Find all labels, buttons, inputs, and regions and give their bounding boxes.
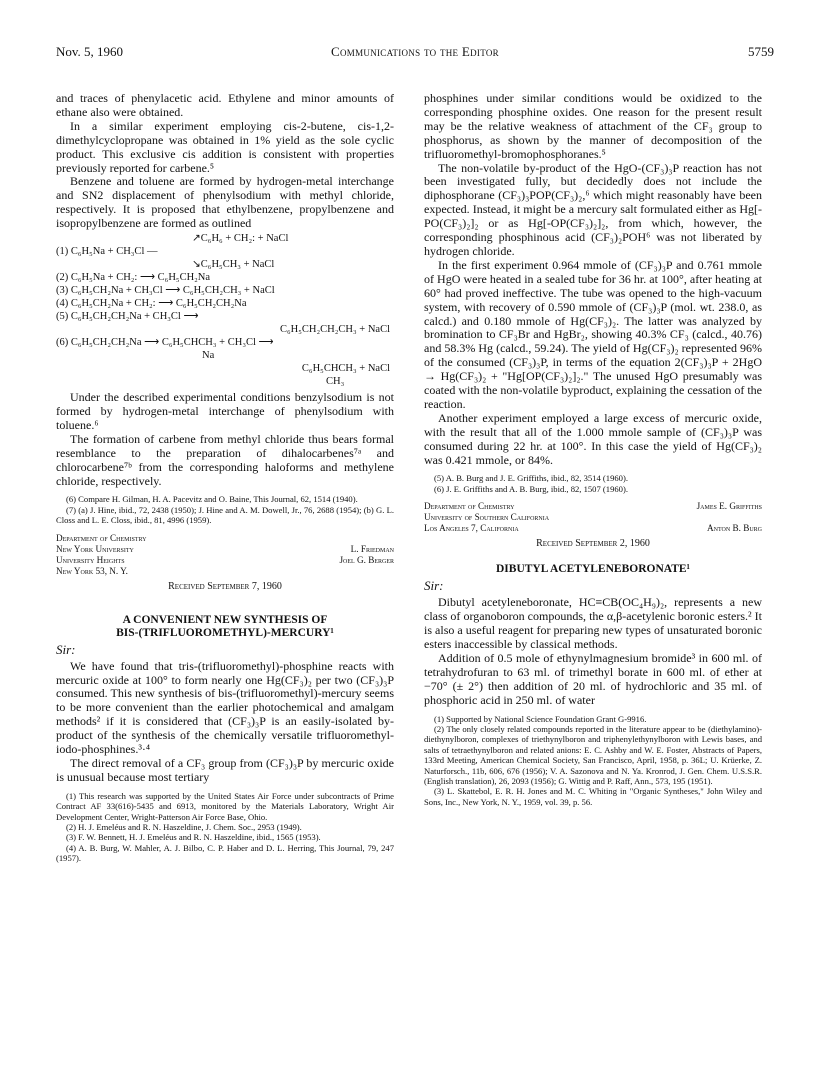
footnote: (2) H. J. Emeléus and R. N. Haszeldine, J. Chem. Soc., 2953 (1949).: [66, 822, 302, 832]
equation-substituent: Na: [202, 350, 215, 362]
paragraph: The direct removal of a CF₃ group from (CF₃)₃P by mercuric oxide is unusual because most tertiary: [56, 755, 394, 784]
paragraph: The non-volatile by-product of the HgO-(CF₃)₃P reaction has not been investigated fully, but decidedly does not include the diphosphorane (CF₃)₃POP(CF₃)₂,⁶ which might reasonably have been expected. Instead, it might be a mercury salt formulated either as Hg[-PO(CF₃)₂]₂ or as Hg[-OP(CF₃)₂]₂, from which, however, the corresponding phosphinous acid (CF₃)₂POH⁶ was not liberated by hydrogen chloride.: [424, 160, 762, 258]
salutation: Sir:: [56, 641, 76, 657]
footnote: (1) Supported by National Science Foundation Grant G-9916.: [434, 713, 647, 724]
equation-line: C₆H₅CH₂CH₂CH₃ + NaCl: [280, 324, 390, 336]
footnote: (5) A. B. Burg and J. E. Griffiths, ibid., 82, 3514 (1960).: [434, 473, 628, 484]
author-name: James E. Griffiths: [696, 501, 762, 512]
author-affiliation: [56, 533, 394, 577]
footnote: (6) J. E. Griffiths and A. B. Burg, ibid., 82, 1507 (1960).: [434, 483, 628, 494]
reaction-equations: [56, 232, 394, 388]
left-column: [56, 92, 394, 1057]
equation-line: (3) C₆H₅CH₂Na + CH₃Cl ⟶ C₆H₅CH₂CH₃ + NaCl: [56, 285, 275, 297]
paragraph: Benzene and toluene are formed by hydrogen-metal interchange and SN2 displacement of phenylsodium with methyl chloride, respectively. It is proposed that ethylbenzene, propylbenzene and isopropylbenzene are formed as outlined: [56, 174, 394, 231]
footnote: (6) Compare H. Gilman, H. A. Pacevitz and O. Baine, This Journal, 62, 1514 (1940).: [66, 494, 358, 505]
paragraph: and traces of phenylacetic acid. Ethylene and minor amounts of ethane also were obtained.: [56, 92, 394, 119]
title-line: A CONVENIENT NEW SYNTHESIS OF: [122, 613, 328, 626]
paragraph: The formation of carbene from methyl chloride thus bears formal resemblance to the preparation of dihalocarbenes⁷ᵃ and chlorocarbene⁷ᵇ from the corresponding haloforms and methylene chloride, respectively.: [56, 431, 394, 488]
equation-line: (4) C₆H₅CH₂Na + CH₂: ⟶ C₆H₅CH₂CH₂Na: [56, 298, 247, 310]
footnote: (1) This research was supported by the United States Air Force under subcontracts of Prime Contract AF 33(616)-5435 and 6913, monitored by the Materials Laboratory, Wright Air Development Center, Wright-Patterson Air Force Base, Ohio.: [56, 790, 394, 822]
paragraph: In the first experiment 0.964 mmole of (CF₃)₃P and 0.761 mmole of HgO were heated in a sealed tube for 36 hr. at 100°, after heating at 60° had proved ineffective. The tube was opened to the high-vacuum system, with recovery of 0.590 mmole of (CF₃)₃P (mol. wt. 238.0, as calcd.) and 0.180 mmole of Hg(CF₃)₂. The latter was analyzed by bromination to CF₃Br and HgBr₂, showing 40.3% CF₃ (calcd., 40.76) and 58.3% Hg (calcd., 59.24). The yield of Hg(CF₃)₂ represented 96% of the consumed (CF₃)₃P, in terms of the equation 2(CF₃)₃P + 2HgO → Hg(CF₃)₂ + "Hg[OP(CF₃)₂]₂." The unused HgO presumably was coated with the non-volatile byproduct, explaining the cessation of the reaction.: [424, 257, 762, 411]
footnote: (7) (a) J. Hine, ibid., 72, 2438 (1950); J. Hine and A. M. Dowell, Jr., 76, 2688 (1954); (b) G. L. Closs and L. E. Closs, ibid., 81, 4996 (1959).: [56, 504, 394, 526]
header-date: Nov. 5, 1960: [56, 44, 124, 59]
author-name: L. Friedman: [350, 543, 394, 554]
footnote: (3) L. Skattebol, E. R. H. Jones and M. C. Whiting in "Organic Syntheses," John Wiley and Sons, Inc., New York, N. Y., 1959, vol. 39, p. 56.: [424, 786, 762, 807]
right-column: [424, 92, 762, 1057]
city: Los Angeles 7, California: [424, 523, 519, 534]
paragraph: In a similar experiment employing cis-2-butene, cis-1,2-dimethylcyclopropane was obtained in 1% yield as the sole cyclic product. This exclusive cis addition is consistent with properties previously reported for carbene.⁵: [56, 118, 394, 175]
paragraph: Dibutyl acetyleneboronate, HC≡CB(OC₄H₉)₂, represents a new class of organoboron compounds, the α,β-acetylenic boronic esters.² It is also a useful reagent for preparing new types of unsaturated boronic esters inaccessible by classical methods.: [424, 595, 762, 651]
footnote: (2) The only closely related compounds reported in the literature appear to be (diethylamino)-diethynylboron, complexes of triethynylboron and triphenylethynylboron with Lewis bases, and salts of tetraethynylboron and related anions: E. C. Ashby and W. E. Foster, Abstracts of Papers, 133rd Meeting, American Chemical Society, San Francisco, April, 1958, p. 36L; U. Krüerke, Z. Naturforsch., 11b, 606, 676 (1956); V. A. Sazonova and N. Ya. Kronrod, J. Gen. Chem. U.S.S.R. (English translation), 26, 2093 (1956); G. Wittig and P. Raff, Ann., 573, 195 (1951).: [424, 723, 762, 786]
equation-line: ↗C₆H₆ + CH₂: + NaCl: [192, 233, 289, 245]
header-journal-section: Communications to the Editor: [331, 44, 499, 59]
university: University of Southern California: [424, 512, 550, 523]
title-line: BIS-(TRIFLUOROMETHYL)-MERCURY¹: [116, 626, 334, 639]
department: Department of Chemistry: [56, 532, 147, 543]
equation-line: (2) C₆H₅Na + CH₂: ⟶ C₆H₅CH₂Na: [56, 272, 211, 284]
article-title: [56, 614, 394, 640]
article-title: DIBUTYL ACETYLENEBORONATE¹: [496, 563, 690, 576]
footnote: (3) F. W. Bennett, H. J. Emeléus and R. N. Haszeldine, ibid., 1565 (1953).: [66, 832, 321, 843]
author-affiliation: [424, 501, 762, 534]
department: Department of Chemistry: [424, 501, 515, 512]
paragraph: Addition of 0.5 mole of ethynylmagnesium bromide³ in 600 ml. of tetrahydrofuran to 63 ml. of trimethyl borate in 600 ml. of ether at −70° (± 2°) then addition of 20 ml. of hydrochloric and 35 ml. of phosphoric acid in 250 ml. of water: [424, 650, 762, 707]
author-name: Joel G. Berger: [339, 554, 394, 565]
page-header: [56, 44, 774, 64]
header-page-number: 5759: [748, 44, 774, 59]
received-date: Received September 7, 1960: [168, 580, 282, 592]
equation-line: C₆H₅CHCH₃ + NaCl: [301, 363, 390, 375]
equation-line: (5) C₆H₅CH₂CH₂Na + CH₃Cl ⟶: [56, 311, 199, 323]
paragraph: phosphines under similar conditions would be oxidized to the corresponding phosphine oxides. One reason for the present result may be the relative weakness of attachment of the CF₃ group to phosphorus, as shown by the manner of decomposition of the trifluoromethyl-bromophosphoranes.⁵: [424, 92, 762, 161]
university: New York University: [56, 543, 134, 554]
equation-line: ↘C₆H₅CH₃ + NaCl: [192, 259, 275, 271]
paragraph: Under the described experimental conditions benzylsodium is not formed by hydrogen-metal interchange of phenylsodium with toluene.⁶: [56, 390, 394, 432]
paragraph: Another experiment employed a large excess of mercuric oxide, with the result that all of the 1.000 mmole sample of (CF₃)₃P was consumed during 22 hr. at 100°. In this case the yield of Hg(CF₃)₂ was 0.421 mmole, or 84%.: [424, 410, 762, 467]
footnote: (4) A. B. Burg, W. Mahler, A. J. Bilbo, C. P. Haber and D. L. Herring, This Journal, 79, 247 (1957).: [56, 842, 394, 864]
equation-substituent: CH₃: [326, 376, 345, 388]
received-date: Received September 2, 1960: [536, 538, 650, 550]
campus: University Heights: [56, 554, 125, 565]
author-name: Anton B. Burg: [706, 523, 762, 534]
equation-line: (6) C₆H₅CH₂CH₂Na ⟶ C₆H₅CHCH₃ + CH₃Cl ⟶: [56, 337, 274, 349]
salutation: Sir:: [424, 578, 444, 594]
equation-line: (1) C₆H₅Na + CH₃Cl —: [56, 246, 158, 258]
paragraph: We have found that tris-(trifluoromethyl)-phosphine reacts with mercuric oxide at 100° to form nearly one Hg(CF₃)₂ per two (CF₃)₃P consumed. This new synthesis of bis-(trifluoromethyl)-mercury seems to be more convenient than the earlier photochemical and amalgam methods² if it is considered that (CF₃)₃P is an easily-isolated by-product of the synthesis of the chemically versatile trifluoromethyl-iodo-phosphines.³·⁴: [56, 658, 394, 757]
city: New York 53, N. Y.: [56, 565, 128, 576]
